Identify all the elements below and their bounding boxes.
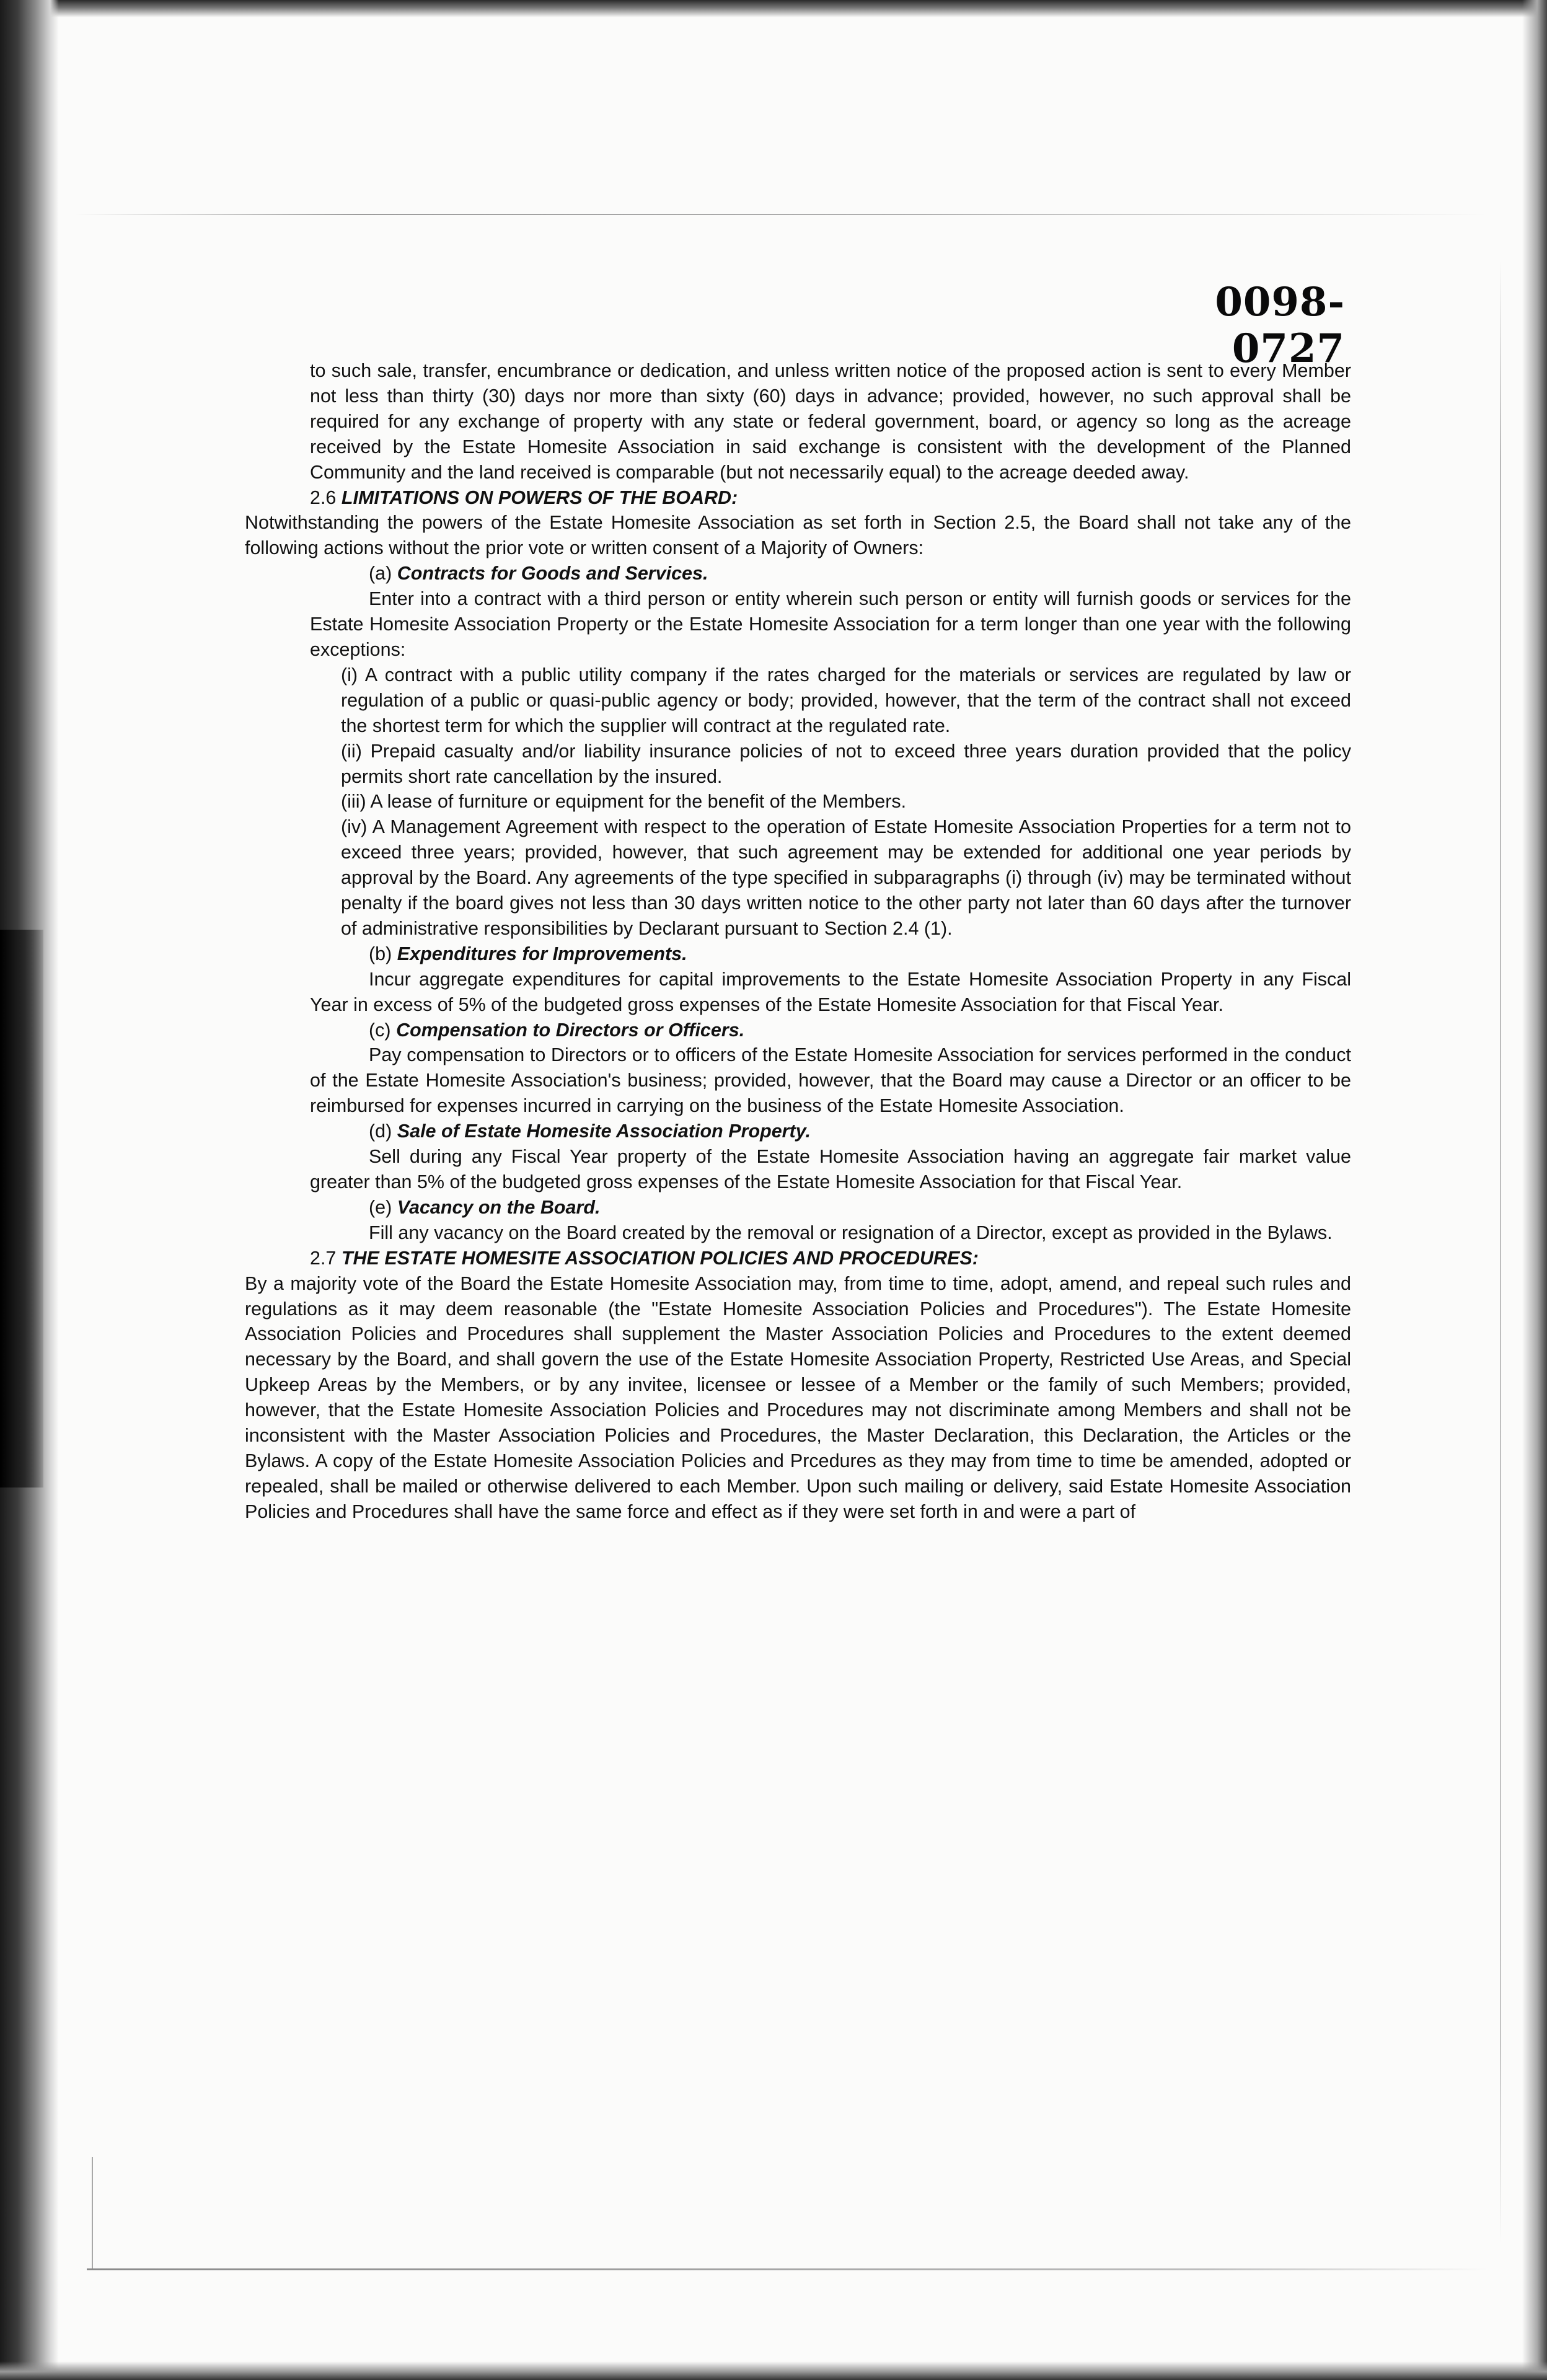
subsection-a-heading: [310, 561, 1351, 586]
scan-top-edge: [0, 0, 1547, 17]
subsection-label: (a): [369, 563, 392, 584]
section-number: 2.6: [310, 487, 337, 508]
section-2-7-heading: [310, 1246, 1351, 1271]
exception-iv: (iv) A Management Agreement with respect to the operation of Estate Homesite Association Properties for a term not to exceed three years; provided, however, that such agreement may be extended for additional one year periods by approval by the Board. Any agreements of the type specified in subparagraphs (i) through (iv) may be terminated without penalty if the board gives not less than 30 days written notice to the other party not later than 60 days after the turnover of administrative responsibilities by Declarant pursuant to Section 2.4 (1).: [341, 816, 1351, 939]
subsection-title: Compensation to Directors or Officers.: [396, 1019, 745, 1041]
scan-bottom-edge: [0, 2361, 1547, 2380]
scan-top-rule: [74, 214, 1488, 215]
subsection-title: Vacancy on the Board.: [397, 1196, 601, 1218]
scan-right-rule: [1500, 260, 1501, 2244]
subsection-e-body: Fill any vacancy on the Board created by the removal or resignation of a Director, except as provided in the Bylaws.: [369, 1222, 1333, 1243]
section-number: 2.7: [310, 1247, 337, 1269]
scan-right-edge: [1522, 0, 1547, 2380]
section-title: THE ESTATE HOMESITE ASSOCIATION POLICIES AND PROCEDURES:: [341, 1247, 979, 1269]
subsection-c-body: Pay compensation to Directors or to officers of the Estate Homesite Association for services performed in the conduct of the Estate Homesite Association's business; provided, however, that the Board may cause a Director or an officer to be reimbursed for expenses incurred in carrying on the business of the Estate Homesite Association.: [310, 1044, 1351, 1117]
section-2-6-body: Notwithstanding the powers of the Estate Homesite Association as set forth in Section 2.5, the Board shall not take any of the following actions without the prior vote or written consent of a Majority of Owners:: [245, 512, 1351, 559]
scan-left-fold: [0, 930, 43, 1488]
exception-iii: (iii) A lease of furniture or equipment for the benefit of the Members.: [341, 791, 907, 813]
exception-ii: (ii) Prepaid casualty and/or liability insurance policies of not to exceed three years duration provided that the policy permits short rate cancellation by the insured.: [341, 740, 1351, 787]
subsection-b-heading: [310, 941, 1351, 967]
subsection-title: Expenditures for Improvements.: [397, 943, 687, 964]
scan-left-rule: [92, 2157, 93, 2268]
subsection-label: (b): [369, 943, 392, 964]
exception-i: (i) A contract with a public utility company if the rates charged for the materials or services are regulated by law or regulation of a public or quasi-public agency or body; provided, however, that the term of the contract shall not exceed the shortest term for which the supplier will contract at the regulated rate.: [341, 664, 1351, 736]
document-number: 0098-0727: [1215, 279, 1345, 372]
subsection-a-body: Enter into a contract with a third person or entity wherein such person or entity will furnish goods or services for the Estate Homesite Association Property or the Estate Homesite Association for a term longer than one year with the following exceptions:: [310, 588, 1351, 660]
document-body: [245, 358, 1351, 1525]
subsection-d-body: Sell during any Fiscal Year property of the Estate Homesite Association having an aggregate fair market value greater than 5% of the budgeted gross expenses of the Estate Homesite Association for that Fiscal Year.: [310, 1146, 1351, 1192]
intro-paragraph: to such sale, transfer, encumbrance or dedication, and unless written notice of the proposed action is sent to every Member not less than thirty (30) days nor more than sixty (60) days in advance; provided, however, no such approval shall be required for any exchange of property with any state or federal government, board, or agency so long as the acreage received by the Estate Homesite Association in said exchange is consistent with the development of the Planned Community and the land received is comparable (but not necessarily equal) to the acreage deeded away.: [310, 360, 1351, 483]
subsection-b-body: Incur aggregate expenditures for capital improvements to the Estate Homesite Association Property in any Fiscal Year in excess of 5% of the budgeted gross expenses of the Estate Homesite Association for that Fiscal Year.: [310, 968, 1351, 1015]
subsection-c-heading: [310, 1018, 1351, 1043]
subsection-title: Sale of Estate Homesite Association Property.: [397, 1121, 811, 1142]
section-2-7-body: By a majority vote of the Board the Estate Homesite Association may, from time to time, adopt, amend, and repeal such rules and regulations as it may deem reasonable (the "Estate Homesite Association Policies and Procedures"). The Estate Homesite Association Policies and Procedures shall supplement the Master Association Policies and Procedures to the extent deemed necessary by the Board, and shall govern the use of the Estate Homesite Association Property, Restricted Use Areas, and Special Upkeep Areas by the Members, or by any invitee, licensee or lessee of a Member or the family of such Members; provided, however, that the Estate Homesite Association Policies and Procedures may not discriminate among Members and shall not be inconsistent with the Master Association Policies and Procedures, the Master Declaration, this Declaration, the Articles or the Bylaws. A copy of the Estate Homesite Association Policies and Prcedures as they may from time to time be amended, adopted or repealed, shall be mailed or otherwise delivered to each Member. Upon such mailing or delivery, said Estate Homesite Association Policies and Procedures shall have the same force and effect as if they were set forth in and were a part of: [245, 1272, 1351, 1522]
subsection-label: (e): [369, 1196, 392, 1218]
scan-bottom-rule: [87, 2268, 1488, 2270]
section-2-6-heading: [310, 485, 1351, 511]
subsection-e-heading: [310, 1195, 1351, 1220]
section-title: LIMITATIONS ON POWERS OF THE BOARD:: [341, 487, 738, 508]
subsection-title: Contracts for Goods and Services.: [397, 563, 708, 584]
subsection-label: (c): [369, 1019, 391, 1041]
subsection-label: (d): [369, 1121, 392, 1142]
subsection-d-heading: [310, 1119, 1351, 1144]
